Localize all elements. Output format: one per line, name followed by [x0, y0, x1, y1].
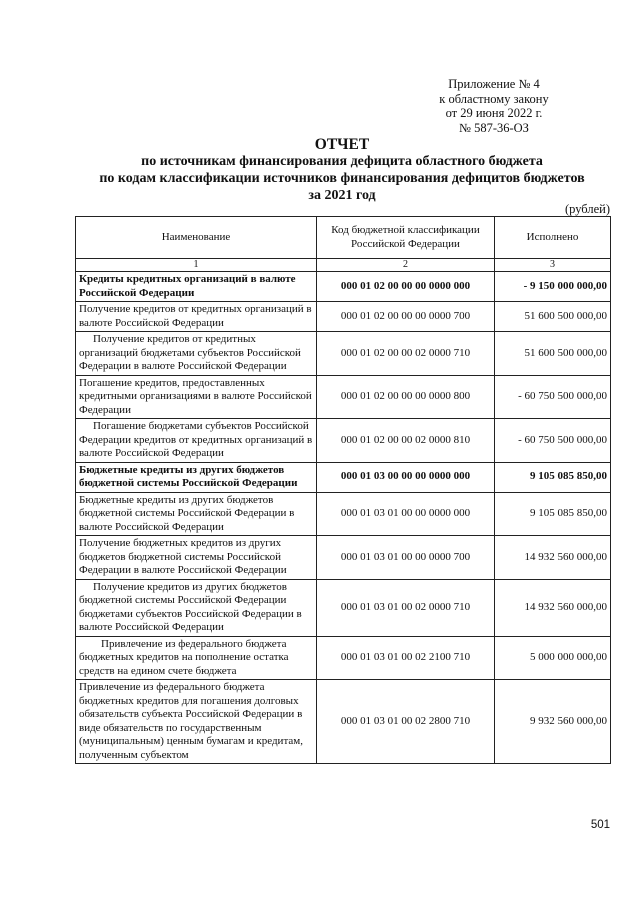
- table-row: [76, 492, 611, 536]
- title-line-2: по источникам финансирования дефицита областного бюджета: [141, 154, 543, 169]
- row-name-cell: Привлечение из федерального бюджета бюджетных кредитов для погашения долговых обязательств субъекта Российской Федерации в виде обязательств по государственным (муниципальным) ценным бумагам и кредитам, полученным субъектом: [76, 680, 317, 764]
- table-row: [76, 419, 611, 463]
- title-line-3: по кодам классификации источников финансирования дефицитов бюджетов: [99, 171, 585, 186]
- table-row: [76, 375, 611, 419]
- row-amount-cell: - 60 750 500 000,00: [495, 375, 611, 419]
- row-code-cell: 000 01 03 01 00 02 2100 710: [317, 636, 495, 680]
- table-body: [76, 272, 611, 764]
- header-row: [76, 217, 611, 259]
- row-name-cell: Получение кредитов от кредитных организаций бюджетами субъектов Российской Федерации в валюте Российской Федерации: [76, 332, 317, 376]
- row-name-cell: Получение кредитов от кредитных организаций в валюте Российской Федерации: [76, 302, 317, 332]
- column-number: 3: [495, 259, 611, 272]
- row-name-cell: Погашение кредитов, предоставленных кредитными организациями в валюте Российской Федерации: [76, 375, 317, 419]
- title-line-1: ОТЧЕТ: [314, 136, 370, 153]
- row-amount-cell: - 9 150 000 000,00: [495, 272, 611, 302]
- page-number: 501: [590, 819, 610, 831]
- table-row: [76, 332, 611, 376]
- appendix-line-4: № 587-36-ОЗ: [459, 120, 529, 135]
- row-code-cell: 000 01 02 00 00 02 0000 710: [317, 332, 495, 376]
- title-line-4: за 2021 год: [308, 188, 376, 203]
- row-code-cell: 000 01 02 00 00 00 0000 800: [317, 375, 495, 419]
- row-name-cell: Погашение бюджетами субъектов Российской Федерации кредитов от кредитных организаций в валюте Российской Федерации: [76, 419, 317, 463]
- header-name: Наименование: [76, 217, 317, 259]
- row-amount-cell: 9 105 085 850,00: [495, 492, 611, 536]
- row-name-cell: Получение бюджетных кредитов из других бюджетов бюджетной системы Российской Федерации в валюте Российской Федерации: [76, 536, 317, 580]
- row-code-cell: 000 01 03 01 00 02 2800 710: [317, 680, 495, 764]
- column-number-row: [76, 259, 611, 272]
- row-code-cell: 000 01 03 01 00 02 0000 710: [317, 579, 495, 636]
- row-code-cell: 000 01 02 00 00 02 0000 810: [317, 419, 495, 463]
- row-amount-cell: 51 600 500 000,00: [495, 332, 611, 376]
- table-row: [76, 462, 611, 492]
- appendix-line-1: Приложение № 4: [448, 77, 540, 91]
- table-row: [76, 272, 611, 302]
- column-number: 2: [317, 259, 495, 272]
- header-code: Код бюджетной классификации Российской Федерации: [317, 217, 495, 259]
- table-row: [76, 302, 611, 332]
- row-amount-cell: 5 000 000 000,00: [495, 636, 611, 680]
- row-name-cell: Бюджетные кредиты из других бюджетов бюджетной системы Российской Федерации в валюте Российской Федерации: [76, 492, 317, 536]
- report-title: [74, 136, 610, 204]
- row-amount-cell: - 60 750 500 000,00: [495, 419, 611, 463]
- units-label: (рублей): [564, 202, 610, 216]
- row-amount-cell: 51 600 500 000,00: [495, 302, 611, 332]
- row-amount-cell: 14 932 560 000,00: [495, 536, 611, 580]
- appendix-line-3: от 29 июня 2022 г.: [445, 106, 543, 120]
- table-row: [76, 680, 611, 764]
- row-name-cell: Получение кредитов из других бюджетов бюджетной системы Российской Федерации бюджетами субъектов Российской Федерации в валюте Российской Федерации: [76, 579, 317, 636]
- column-number: 1: [76, 259, 317, 272]
- row-code-cell: 000 01 02 00 00 00 0000 000: [317, 272, 495, 302]
- table-row: [76, 536, 611, 580]
- row-code-cell: 000 01 02 00 00 00 0000 700: [317, 302, 495, 332]
- report-table: [75, 216, 611, 764]
- row-code-cell: 000 01 03 00 00 00 0000 000: [317, 462, 495, 492]
- appendix-line-2: к областному закону: [439, 91, 549, 106]
- appendix-reference: [414, 77, 574, 135]
- row-name-cell: Бюджетные кредиты из других бюджетов бюджетной системы Российской Федерации: [76, 462, 317, 492]
- row-name-cell: Кредиты кредитных организаций в валюте Российской Федерации: [76, 272, 317, 302]
- row-code-cell: 000 01 03 01 00 00 0000 700: [317, 536, 495, 580]
- header-executed: Исполнено: [495, 217, 611, 259]
- table-row: [76, 636, 611, 680]
- row-code-cell: 000 01 03 01 00 00 0000 000: [317, 492, 495, 536]
- table-row: [76, 579, 611, 636]
- row-name-cell: Привлечение из федерального бюджета бюджетных кредитов на пополнение остатка средств на едином счете бюджета: [76, 636, 317, 680]
- row-amount-cell: 9 105 085 850,00: [495, 462, 611, 492]
- row-amount-cell: 14 932 560 000,00: [495, 579, 611, 636]
- row-amount-cell: 9 932 560 000,00: [495, 680, 611, 764]
